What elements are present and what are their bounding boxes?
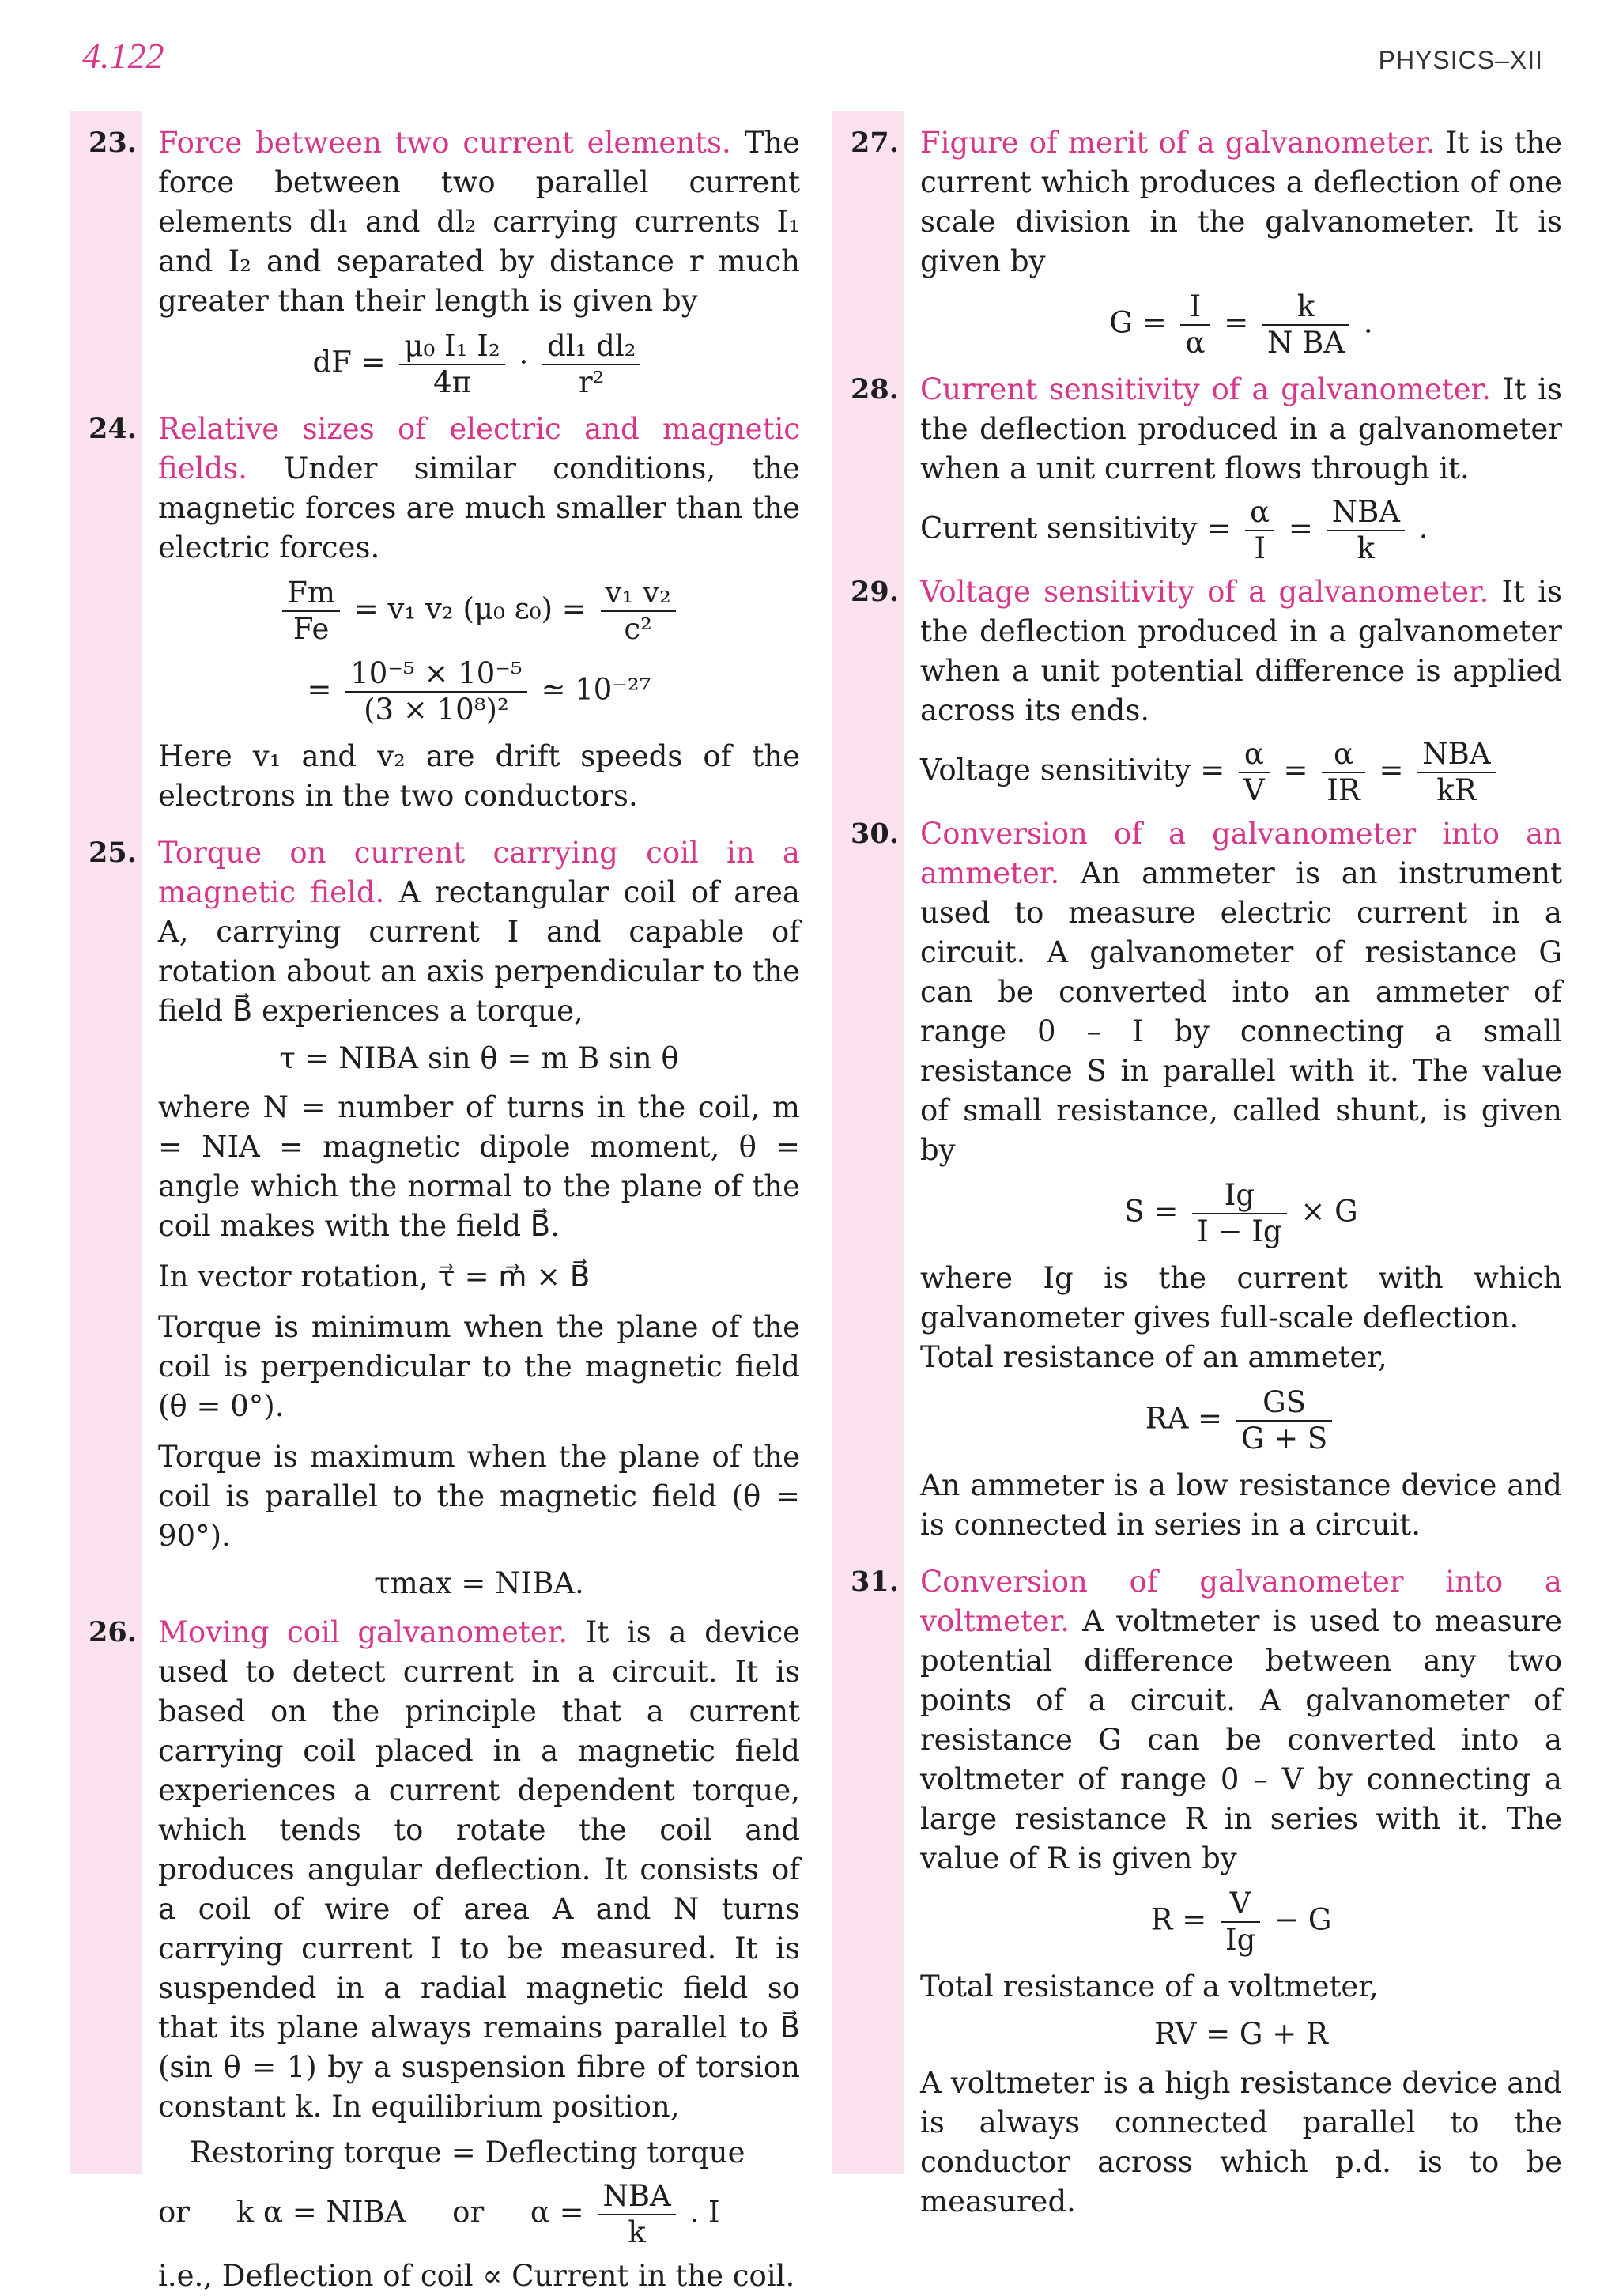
item-number: 27. bbox=[851, 127, 899, 159]
item-body bbox=[920, 123, 1562, 281]
equation-voltage-sensitivity bbox=[920, 737, 1562, 808]
denominator: I − Ig bbox=[1197, 1214, 1282, 1248]
eq-lhs: R = bbox=[1150, 1902, 1207, 1937]
eq-equals: = bbox=[307, 672, 332, 707]
numerator: NBA bbox=[1417, 737, 1495, 773]
eq-lhs: Current sensitivity = bbox=[920, 511, 1232, 546]
item-body bbox=[920, 370, 1562, 489]
item-body bbox=[158, 1613, 800, 2127]
numerator: α bbox=[1245, 495, 1274, 531]
item-28 bbox=[851, 370, 1562, 566]
item-30 bbox=[851, 814, 1562, 1545]
denominator: kR bbox=[1436, 773, 1477, 807]
fraction bbox=[1192, 1178, 1286, 1249]
eq-mid: = v₁ v₂ (μ₀ ε₀) = bbox=[353, 591, 587, 626]
fraction bbox=[282, 576, 340, 647]
item-min: Torque is minimum when the plane of the coil is perpendicular to the magnetic field (θ = 0°). bbox=[158, 1310, 800, 1423]
eq-end: . bbox=[1418, 511, 1428, 546]
fraction bbox=[1236, 1385, 1332, 1456]
eq-dot: · bbox=[519, 345, 529, 380]
denominator: I bbox=[1254, 531, 1266, 565]
item-number: 28. bbox=[851, 373, 899, 406]
eq-mid: = bbox=[1379, 753, 1404, 787]
eq-lhs: Voltage sensitivity = bbox=[920, 753, 1225, 787]
numerator: v₁ v₂ bbox=[601, 576, 676, 612]
equation-voltmeter-resistance: RV = G + R bbox=[1154, 2017, 1328, 2051]
eq-mid: = bbox=[1224, 305, 1249, 340]
numerator: 10⁻⁵ × 10⁻⁵ bbox=[345, 656, 526, 693]
denominator: k bbox=[1357, 531, 1376, 565]
equation-figure-of-merit bbox=[920, 289, 1562, 361]
denominator: G + S bbox=[1240, 1422, 1328, 1456]
item-heading: Voltage sensitivity of a galvanometer. bbox=[920, 575, 1489, 609]
denominator: N BA bbox=[1267, 326, 1345, 360]
item-number: 31. bbox=[851, 1565, 899, 1598]
item-note: A voltmeter is a high resistance device and is always connected parallel to the conductor across which p.d. is to be measured. bbox=[920, 2066, 1562, 2219]
denominator: c² bbox=[624, 612, 652, 646]
fraction bbox=[1221, 1886, 1260, 1958]
item-24 bbox=[89, 410, 800, 816]
fraction bbox=[1322, 737, 1364, 808]
eq-lhs: G = bbox=[1109, 305, 1167, 340]
item-text: An ammeter is an instrument used to measure electric current in a circuit. A galvanometer of resistance G can be converted into an ammeter of range 0 – I by connecting a small resistance S in parallel with it. The value of small resistance, called shunt, is given by bbox=[920, 856, 1562, 1167]
denominator: IR bbox=[1327, 773, 1360, 807]
item-26 bbox=[89, 1613, 800, 2296]
equation-shunt bbox=[920, 1178, 1562, 1249]
fraction bbox=[1417, 737, 1495, 808]
running-head: PHYSICS–XII bbox=[1378, 46, 1543, 74]
item-where: where Ig is the current with which galvanometer gives full-scale deflection. bbox=[920, 1261, 1562, 1335]
item-body bbox=[920, 1562, 1562, 1879]
denominator: α bbox=[1185, 326, 1206, 360]
item-text: Under similar conditions, the magnetic forces are much smaller than the electric forces. bbox=[158, 451, 800, 565]
fraction bbox=[345, 656, 526, 727]
item-27 bbox=[851, 123, 1562, 361]
numerator: α bbox=[1322, 737, 1364, 773]
denominator: Ig bbox=[1225, 1923, 1256, 1957]
numerator: NBA bbox=[1327, 495, 1405, 531]
item-body bbox=[158, 410, 800, 568]
numerator: GS bbox=[1236, 1385, 1332, 1422]
item-number: 23. bbox=[89, 127, 137, 159]
item-body bbox=[920, 572, 1562, 731]
item-text: It is the deflection produced in a galvanometer when a unit potential difference is applied across its ends. bbox=[920, 575, 1562, 727]
numerator: Fm bbox=[282, 576, 340, 612]
eq-lhs: RA = bbox=[1145, 1401, 1223, 1436]
eq-rhs: − G bbox=[1274, 1902, 1332, 1937]
item-body bbox=[920, 814, 1562, 1170]
eq-lhs: S = bbox=[1124, 1194, 1179, 1229]
item-heading: Force between two current elements. bbox=[158, 126, 731, 160]
denominator: (3 × 10⁸)² bbox=[364, 693, 509, 727]
item-text: It is the deflection produced in a galvanometer when a unit current flows through it. bbox=[920, 372, 1563, 485]
item-text: A rectangular coil of area A, carrying current I and capable of rotation about an axis perpendicular to the field B⃗ experiences a torque, bbox=[158, 875, 800, 1028]
denominator: Fe bbox=[292, 612, 330, 646]
numerator: Ig bbox=[1192, 1178, 1286, 1214]
equation-ratio bbox=[158, 576, 800, 647]
eq-end: . bbox=[1363, 305, 1373, 340]
item-heading: Conversion of galvanometer into a voltmeter. bbox=[920, 1565, 1562, 1638]
denominator: 4π bbox=[433, 365, 471, 399]
item-total: Total resistance of an ammeter, bbox=[920, 1340, 1387, 1374]
eq-mid: = bbox=[1288, 511, 1313, 546]
item-25 bbox=[89, 833, 800, 1603]
eq-rhs: × G bbox=[1300, 1194, 1358, 1229]
denominator: V bbox=[1243, 773, 1265, 807]
item-note: An ammeter is a low resistance device and is connected in series in a circuit. bbox=[920, 1468, 1562, 1542]
eq-rhs: ≃ 10⁻²⁷ bbox=[541, 672, 651, 707]
equation-value bbox=[158, 656, 800, 727]
equation-current-sensitivity bbox=[920, 495, 1562, 566]
eq-text: or k α = NIBA or α = bbox=[158, 2195, 584, 2230]
eq-mid: = bbox=[1283, 753, 1308, 787]
item-number: 25. bbox=[89, 836, 137, 869]
numerator: μ₀ I₁ I₂ bbox=[399, 329, 504, 365]
numerator: V bbox=[1221, 1886, 1260, 1923]
fraction bbox=[598, 2179, 675, 2250]
item-vector: In vector rotation, τ⃗ = m⃗ × B⃗ bbox=[158, 1259, 591, 1293]
left-column bbox=[89, 123, 800, 2296]
item-body bbox=[158, 123, 800, 321]
eq-text: . I bbox=[689, 2195, 720, 2230]
item-conclusion: i.e., Deflection of coil ∝ Current in the coil. bbox=[158, 2259, 795, 2293]
item-heading: Figure of merit of a galvanometer. bbox=[920, 126, 1436, 160]
numerator: dl₁ dl₂ bbox=[542, 329, 640, 365]
fraction bbox=[1327, 495, 1405, 566]
item-where: where N = number of turns in the coil, m = NIA = magnetic dipole moment, θ = angle which the normal to the plane of the coil makes with the field B⃗. bbox=[158, 1090, 800, 1243]
item-29 bbox=[851, 572, 1562, 808]
item-heading: Current sensitivity of a galvanometer. bbox=[920, 372, 1492, 406]
item-text: The force between two parallel current elements dl₁ and dl₂ carrying currents I₁ and I₂ and separated by distance r much greater than their length is given by bbox=[158, 126, 800, 318]
item-23 bbox=[89, 123, 800, 400]
item-body bbox=[158, 833, 800, 1031]
item-number: 30. bbox=[851, 818, 899, 850]
equation-force bbox=[158, 329, 800, 400]
numerator: α bbox=[1239, 737, 1270, 773]
item-total: Total resistance of a voltmeter, bbox=[920, 1969, 1379, 2003]
fraction bbox=[542, 329, 640, 400]
item-heading: Moving coil galvanometer. bbox=[158, 1615, 568, 1649]
item-text: It is a device used to detect current in a circuit. It is based on the principle that a current carrying coil placed in a magnetic field experiences a current dependent torque, which tends to rotate the coil and produces angular deflection. It consists of a coil of wire of area A and N turns carrying current I to be measured. It is suspended in a radial magnetic field so that its plane always remains parallel to B⃗ (sin θ = 1) by a suspension fibre of torsion constant k. In equilibrium position, bbox=[158, 1615, 800, 2124]
numerator: NBA bbox=[598, 2179, 675, 2215]
item-number: 26. bbox=[89, 1616, 137, 1648]
equation-deflection bbox=[158, 2179, 800, 2250]
fraction bbox=[1180, 289, 1210, 361]
item-note: Here v₁ and v₂ are drift speeds of the electrons in the two conductors. bbox=[158, 739, 800, 813]
denominator: r² bbox=[578, 365, 605, 399]
denominator: k bbox=[628, 2215, 646, 2249]
fraction bbox=[1262, 289, 1349, 361]
item-number: 29. bbox=[851, 576, 899, 608]
numerator: I bbox=[1180, 289, 1210, 326]
item-text: A voltmeter is used to measure potential difference between any two points of a circuit. A galvanometer of resistance G can be converted into a voltmeter of range 0 – V by connecting a large resistance R in series with it. The value of R is given by bbox=[920, 1604, 1563, 1875]
item-31 bbox=[851, 1562, 1562, 2222]
equation-ammeter-resistance bbox=[920, 1385, 1562, 1456]
equation-torque: τ = NIBA sin θ = m B sin θ bbox=[279, 1041, 679, 1075]
page-number: 4.122 bbox=[82, 36, 164, 76]
eq-lhs: dF = bbox=[312, 345, 386, 380]
numerator: k bbox=[1262, 289, 1349, 326]
item-heading: Conversion of a galvanometer into an ammeter. bbox=[920, 817, 1562, 890]
fraction bbox=[399, 329, 504, 400]
item-max: Torque is maximum when the plane of the coil is parallel to the magnetic field (θ = 90°). bbox=[158, 1440, 800, 1553]
fraction bbox=[1239, 737, 1270, 808]
item-text: It is the current which produces a deflection of one scale division in the galvanometer. It is given by bbox=[920, 126, 1562, 278]
item-heading: Torque on current carrying coil in a magnetic field. bbox=[158, 836, 800, 909]
fraction bbox=[601, 576, 676, 647]
equation-balance: Restoring torque = Deflecting torque bbox=[190, 2136, 745, 2169]
equation-tmax: τmax = NIBA. bbox=[374, 1566, 584, 1600]
right-column bbox=[851, 123, 1562, 2222]
fraction bbox=[1245, 495, 1274, 566]
equation-series-resistance bbox=[920, 1886, 1562, 1958]
item-heading: Relative sizes of electric and magnetic fields. bbox=[158, 412, 800, 485]
item-number: 24. bbox=[89, 413, 137, 445]
